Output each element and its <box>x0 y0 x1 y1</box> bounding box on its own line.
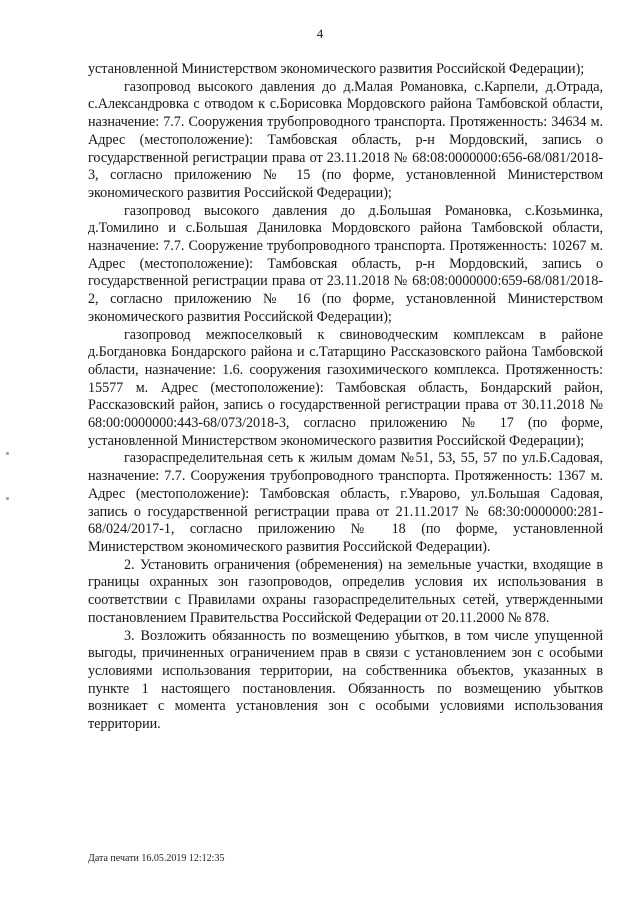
document-body <box>88 61 603 734</box>
scan-speck <box>6 452 9 455</box>
paragraph-clause-2-restrictions: 2. Установить ограничения (обременения) на земельные участки, входящие в границы охранных зон газопроводов, определив условия их использования в соответствии с Правилами охраны газораспределительных сетей, утвержденными постановлением Правительства Российской Федерации от 20.11.2000 № 878. <box>88 556 603 626</box>
paragraph-gas-pipeline-bolshaya-romanovka: газопровод высокого давления до д.Большая Романовка, с.Козьминка, д.Томилино и с.Большая Даниловка Мордовского района Тамбовской области, назначение: 7.7. Сооружение трубопроводного транспорта. Протяженность: 10267 м. Адрес (местоположение): Тамбовская область, р-н Мордовский, запись о государственной регистрации права от 23.11.2018 № 68:08:0000000:659-68/081/2018-2, согласно приложению № 16 (по форме, установленной Министерством экономического развития Российской Федерации); <box>88 202 603 325</box>
scan-speck <box>6 497 9 500</box>
paragraph-gas-pipeline-bogdanovka: газопровод межпоселковый к свиноводческим комплексам в районе д.Богдановка Бондарского района и с.Татарщино Рассказовского района Тамбовской области, назначение: 1.6. сооружения газохимического комплекса. Протяженность: 15577 м. Адрес (местоположение): Тамбовская область, Бондарский район, Рассказовский район, запись о государственной регистрации права от 30.11.2018 № 68:00:0000000:443-68/073/2018-3, согласно приложению № 17 (по форме, установленной Министерством экономического развития Российской Федерации); <box>88 326 603 449</box>
page-number: 4 <box>316 26 324 41</box>
paragraph-gas-pipeline-malaya-romanovka: газопровод высокого давления до д.Малая Романовка, с.Карпели, д.Отрада, с.Александровка с отводом к с.Борисовка Мордовского района Тамбовской области, назначение: 7.7. Сооружения трубопроводного транспорта. Протяженность: 34634 м. Адрес (местоположение): Тамбовская область, р-н Мордовский, запись о государственной регистрации права от 23.11.2018 № 68:08:0000000:656-68/081/2018-3, согласно приложению № 15 (по форме, установленной Министерством экономического развития Российской Федерации); <box>88 78 603 201</box>
paragraph-clause-3-compensation: 3. Возложить обязанность по возмещению убытков, в том числе упущенной выгоды, причиненных ограничением прав в связи с установлением зон с особыми условиями использования территории, на собственника объектов, указанных в пункте 1 настоящего постановления. Обязанность по возмещению убытков возникает с момента установления зон с особыми условиями использования территории. <box>88 627 603 733</box>
paragraph-gas-network-uvarovo: газораспределительная сеть к жилым домам №51, 53, 55, 57 по ул.Б.Садовая, назначение: 7.7. Сооружения трубопроводного транспорта. Протяженность: 1367 м. Адрес (местоположение): Тамбовская область, г.Уварово, ул.Большая Садовая, запись о государственной регистрации права от 21.11.2017 № 68:30:0000000:281-68/024/2017-1, согласно приложению № 18 (по форме, установленной Министерством экономического развития Российской Федерации). <box>88 450 603 555</box>
paragraph-continuation: установленной Министерством экономического развития Российской Федерации); <box>88 61 585 77</box>
print-date-footer: Дата печати 16.05.2019 12:12:35 <box>88 853 225 864</box>
